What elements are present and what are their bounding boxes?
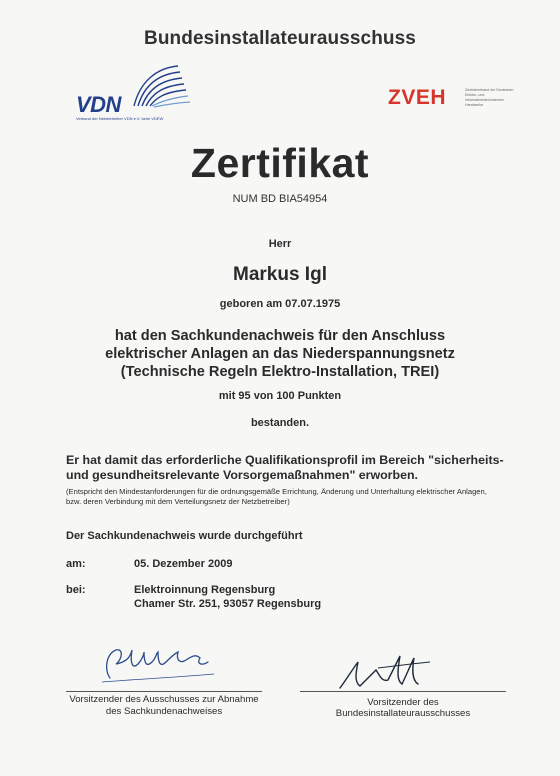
right-signature-line (300, 691, 506, 692)
statement-line: hat den Sachkundenachweis für den Anschluss (114, 328, 446, 344)
statement-line: (Technische Regeln Elektro-Installation, TREI) (120, 364, 440, 380)
qualification-text (66, 453, 516, 483)
certificate-title: Zertifikat (190, 140, 370, 186)
left-signature-line (66, 691, 262, 692)
statement-line: elektrischer Anlagen an das Niederspannungsnetz (105, 346, 455, 362)
zveh-logo (388, 86, 518, 112)
caption-line: des Sachkundenachweises (105, 705, 223, 717)
birth-date: geboren am 07.07.1975 (219, 298, 341, 310)
right-signature-caption: Vorsitzender des Bundesinstallateurausschusses (335, 697, 471, 719)
caption-line: Vorsitzender des Ausschusses zur Abnahme (69, 694, 259, 705)
date-value: 05. Dezember 2009 (134, 558, 233, 570)
result: bestanden. (250, 417, 310, 429)
recipient-name: Markus Igl (233, 264, 327, 285)
zveh-logo-text: ZVEH (388, 86, 447, 109)
vdn-logo (72, 62, 192, 122)
place-address: Chamer Str. 251, 93057 Regensburg (134, 598, 322, 610)
place-name: Elektroinnung Regensburg (134, 584, 276, 596)
left-signature (96, 640, 226, 690)
date-label: am: (66, 558, 86, 570)
requirements-note (66, 487, 516, 506)
right-signature (330, 650, 440, 694)
vdn-logo-subtitle: Verband der Netzbetreiber VDN e.V. beim VDEW (76, 116, 164, 121)
organization-heading: Bundesinstallateurausschuss (144, 28, 416, 49)
qualification-line: und gesundheitsrelevante Vorsorgemaßnahmen" erworben. (66, 468, 418, 482)
vdn-swoosh-icon (126, 62, 192, 108)
vdn-logo-text: VDN (76, 92, 121, 117)
note-line: bzw. deren Verbindung mit dem Verteilungsnetz der Netzbetreiber) (66, 496, 290, 506)
certificate-statement (0, 327, 560, 381)
left-signature-caption (66, 694, 262, 717)
score: mit 95 von 100 Punkten (218, 390, 342, 402)
salutation: Herr (268, 238, 292, 250)
qualification-line: Er hat damit das erforderliche Qualifikationsprofil im Bereich "sicherheits- (66, 453, 504, 467)
note-line: (Entspricht den Mindestanforderungen für die ordnungsgemäße Errichtung, Änderung und Unterhaltung elektrischer Anlagen, (66, 487, 487, 496)
certificate-number: NUM BD BIA54954 (232, 193, 328, 205)
zveh-logo-subtitle: Zentralverband der Deutschen Elektro- und Informationstechnischen Handwerke (465, 88, 514, 107)
place-label: bei: (66, 584, 86, 596)
conducted-heading: Der Sachkundenachweis wurde durchgeführt (66, 530, 303, 542)
